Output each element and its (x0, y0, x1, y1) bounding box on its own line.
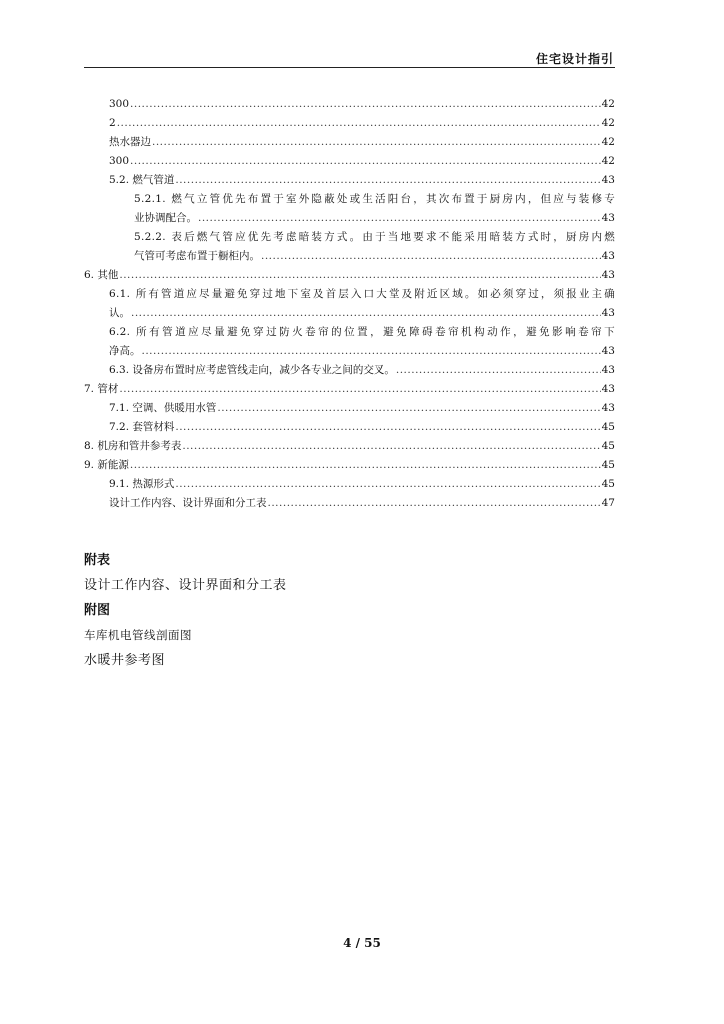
toc-entry-text: 2 (109, 117, 116, 129)
toc-leader-dots (130, 152, 601, 171)
toc-leader-dots (119, 266, 600, 285)
toc-entry-text: 6.1. 所有管道应尽量避免穿过地下室及首层入口大堂及附近区域。如必须穿过，须报业主确 (109, 288, 615, 300)
toc-entry[interactable] (84, 133, 615, 152)
toc-entry-text: 5.2.1. 燃气立管优先布置于室外隐蔽处或生活阳台，其次布置于厨房内，但应与装修专 (134, 193, 615, 205)
toc-entry[interactable] (84, 494, 615, 513)
toc-page-number: 45 (601, 459, 615, 471)
toc-leader-dots (152, 133, 601, 152)
toc-entry-text: 9. 新能源 (84, 459, 129, 471)
appendix-tables-item[interactable]: 设计工作内容、设计界面和分工表 (84, 578, 287, 593)
toc-entry[interactable] (84, 323, 615, 361)
toc-entry-text: 6.3. 设备房布置时应考虑管线走向，减少各专业之间的交叉。 (109, 364, 395, 376)
toc-page-number: 45 (601, 421, 615, 433)
toc-entry[interactable] (84, 114, 615, 133)
toc-page-number: 42 (601, 117, 615, 129)
toc-entry-text: 6. 其他 (84, 269, 119, 281)
toc-entry[interactable] (84, 399, 615, 418)
toc-page-number: 43 (601, 269, 615, 281)
toc-leader-dots (217, 399, 600, 418)
appendix-section (84, 548, 287, 673)
toc-entry-text: 300 (109, 155, 130, 167)
toc-page-number: 43 (601, 402, 615, 414)
appendix-figure-item[interactable]: 水暖井参考图 (84, 653, 166, 668)
toc-leader-dots (396, 361, 601, 380)
toc-entry[interactable] (84, 437, 615, 456)
toc-page-number: 43 (601, 383, 615, 395)
toc-page-number: 43 (601, 364, 615, 376)
appendix-figures-heading: 附图 (84, 603, 111, 618)
toc-entry-text: 7.1. 空调、供暖用水管 (109, 402, 217, 414)
toc-entry[interactable] (84, 475, 615, 494)
toc-entry-text: 5.2. 燃气管道 (109, 174, 175, 186)
toc-leader-dots (142, 342, 601, 361)
toc-page-number: 42 (601, 155, 615, 167)
toc-entry[interactable] (84, 266, 615, 285)
toc-leader-dots (261, 247, 601, 266)
toc-entry[interactable] (84, 190, 615, 228)
toc-leader-dots (175, 171, 600, 190)
toc-leader-dots (198, 209, 601, 228)
toc-entry-text: 5.2.2. 表后燃气管应优先考虑暗装方式。由于当地要求不能采用暗装方式时，厨房内燃 (134, 231, 615, 243)
toc-entry-text: 7. 管材 (84, 383, 119, 395)
appendix-figure-item[interactable]: 车库机电管线剖面图 (84, 628, 192, 642)
toc-leader-dots (131, 304, 601, 323)
toc-leader-dots (175, 418, 600, 437)
toc-entry[interactable] (84, 171, 615, 190)
toc-entry-text: 6.2. 所有管道应尽量避免穿过防火卷帘的位置，避免障碍卷帘机构动作，避免影响卷帘下 (109, 326, 615, 338)
toc-entry[interactable] (84, 361, 615, 380)
toc-entry[interactable] (84, 95, 615, 114)
toc-leader-dots (182, 437, 600, 456)
toc-leader-dots (268, 494, 601, 513)
toc-leader-dots (119, 380, 600, 399)
toc-leader-dots (130, 456, 601, 475)
toc-entry-text: 净高。 (109, 345, 141, 357)
toc-page-number: 42 (601, 98, 615, 110)
toc-entry-text: 300 (109, 98, 130, 110)
toc-entry[interactable] (84, 418, 615, 437)
header-rule (84, 67, 615, 68)
toc-entry-text: 8. 机房和管井参考表 (84, 440, 182, 452)
toc-page-number: 42 (601, 136, 615, 148)
toc-leader-dots (175, 475, 600, 494)
toc-entry[interactable] (84, 285, 615, 323)
toc-entry-text: 9.1. 热源形式 (109, 478, 175, 490)
toc-entry-text: 气管可考虑布置于橱柜内。 (134, 250, 260, 262)
toc-leader-dots (117, 114, 601, 133)
toc-entry[interactable] (84, 456, 615, 475)
toc-entry-text: 业协调配合。 (134, 212, 197, 224)
appendix-tables-heading: 附表 (84, 553, 111, 568)
toc-page-number: 45 (601, 440, 615, 452)
toc-page-number: 43 (601, 250, 615, 262)
toc-page-number: 43 (601, 345, 615, 357)
toc-entry-text: 热水器边 (109, 136, 151, 148)
toc-page-number: 47 (601, 497, 615, 509)
toc-entry-text: 设计工作内容、设计界面和分工表 (109, 497, 267, 509)
toc-page-number: 45 (601, 478, 615, 490)
toc-entry[interactable] (84, 228, 615, 266)
header-title: 住宅设计指引 (535, 52, 614, 66)
toc-entry[interactable] (84, 152, 615, 171)
toc-entry[interactable] (84, 380, 615, 399)
toc-entry-text: 7.2. 套管材料 (109, 421, 175, 433)
toc-entry-text: 认。 (109, 307, 130, 319)
table-of-contents (84, 95, 615, 513)
toc-leader-dots (130, 95, 601, 114)
toc-page-number: 43 (601, 307, 615, 319)
page-number: 4 / 55 (343, 936, 381, 950)
toc-page-number: 43 (601, 212, 615, 224)
toc-page-number: 43 (601, 174, 615, 186)
